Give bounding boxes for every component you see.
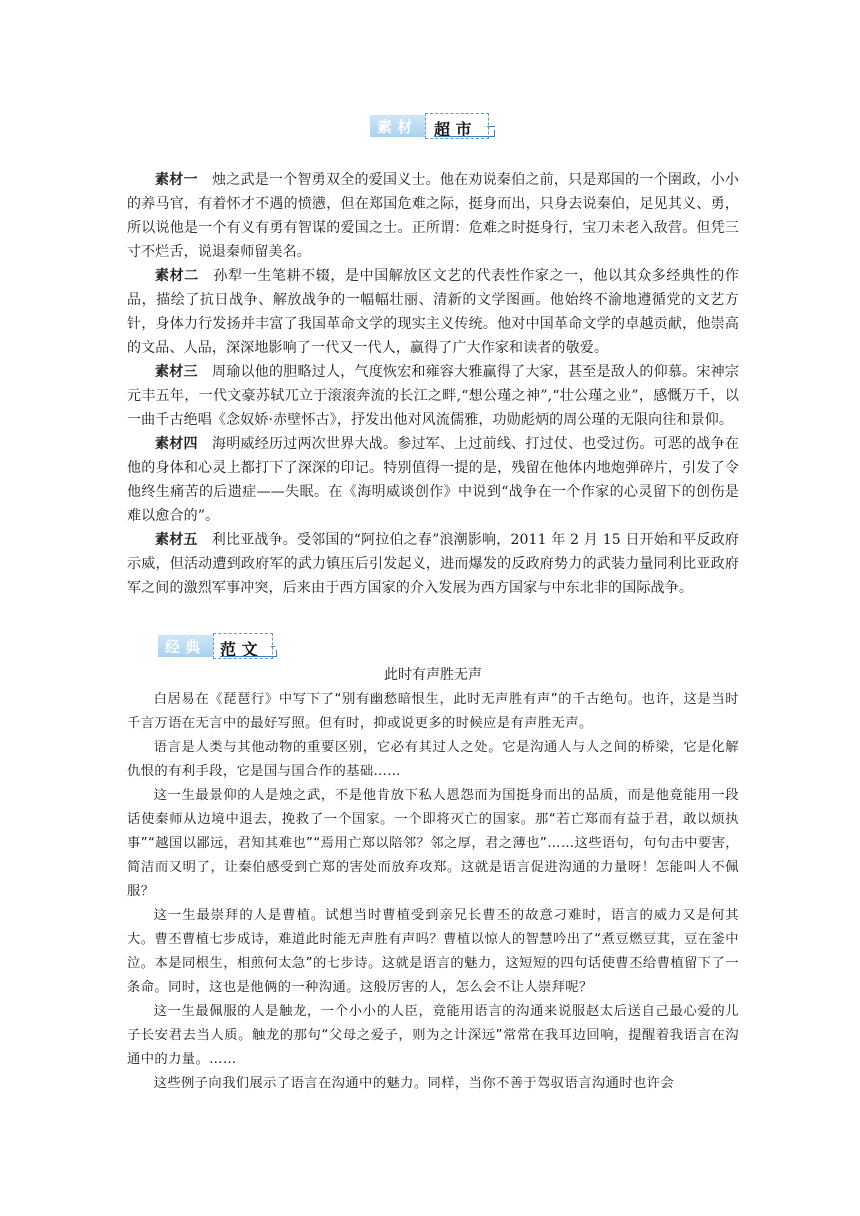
materials-section <box>127 168 739 600</box>
essay-body <box>127 688 739 1096</box>
essay-paragraph: 这一生最景仰的人是烛之武，不是他肯放下私人恩怨而为国挺身而出的品质，而是他竟能用一段话使秦师从边境中退去，挽救了一个国家。一个即将灭亡的国家。那“若亡郑而有益于君，敢以烦执事”“越国以鄙远，君知其难也”“焉用亡郑以陪邻？邻之厚，君之薄也”……这些语句，句句击中要害，简洁而又明了，让秦伯感受到亡郑的害处而放弃攻郑。这就是语言促进沟通的力量呀！怎能叫人不佩服？ <box>127 788 739 899</box>
material-text: 利比亚战争。受邻国的“阿拉伯之春”浪潮影响，2011 年 2 月 15 日开始和平反政府示威，但活动遭到政府军的武力镇压后引发起义，进而爆发的反政府势力的武装力量同利比亚政府军之间的激烈军事冲突，后来由于西方国家的介入发展为西方国家与中东北非的国际战争。 <box>127 532 739 596</box>
banner-hook <box>434 130 495 137</box>
banner-rule <box>487 126 495 127</box>
essay-paragraph: 语言是人类与其他动物的重要区别，它必有其过人之处。它是沟通人与人之间的桥梁，它是化解仇恨的有利手段，它是国与国合作的基础…… <box>127 740 739 779</box>
essay-paragraph: 这一生最佩服的人是触龙，一个小小的人臣，竟能用语言的沟通来说服赵太后送自己最心爱的儿子长安君去当人质。触龙的那句“父母之爱子，则为之计深远”常常在我耳边回响，提醒着我语言在沟通中的力量。…… <box>127 1004 739 1067</box>
material-text: 周瑜以他的胆略过人，气度恢宏和雍容大雅赢得了大家，甚至是敌人的仰慕。宋神宗元丰五年，一代文豪苏轼兀立于滚滚奔流的长江之畔,“想公瑾之神”,“壮公瑾之业”，感慨万千，以一曲千古绝唱《念奴娇·赤壁怀古》，抒发出他对风流儒雅，功勋彪炳的周公瑾的无限向往和景仰。 <box>127 364 739 428</box>
material-paragraph <box>127 432 739 528</box>
material-text: 烛之武是一个智勇双全的爱国义士。他在劝说秦伯之前，只是郑国的一个圉政，小小的养马官，有着怀才不遇的愤懑，但在郑国危难之际，挺身而出，只身去说秦伯，足见其义、勇，所以说他是一个有义有勇有智谋的爱国之士。正所谓：危难之时挺身行，宝刀未老入敌营。但凭三寸不烂舌，说退秦师留美名。 <box>127 172 739 260</box>
material-paragraph <box>127 264 739 360</box>
material-label: 素材四 <box>155 436 198 452</box>
material-label: 素材五 <box>155 532 198 548</box>
section-banner-essay <box>158 630 408 660</box>
material-paragraph <box>127 168 739 264</box>
material-text: 海明威经历过两次世界大战。参过军、上过前线、打过仗、也受过伤。可恶的战争在他的身体和心灵上都打下了深深的印记。特别值得一提的是，残留在他体内地炮弹碎片，引发了令他终生痛苦的后遗症——失眠。在《海明威谈创作》中说到“战争在一个作家的心灵留下的创伤是难以愈合的”。 <box>127 436 739 524</box>
material-label: 素材二 <box>155 268 199 284</box>
banner-pale-block <box>370 115 428 137</box>
banner-bold-text: 超 市 <box>434 120 472 139</box>
banner-hook <box>220 650 277 657</box>
essay-title: 此时有声胜无声 <box>384 666 482 682</box>
banner-pale-block <box>158 635 218 657</box>
material-paragraph <box>127 360 739 432</box>
essay-paragraph: 这些例子向我们展示了语言在沟通中的魅力。同样，当你不善于驾驭语言沟通时也许会 <box>153 1076 675 1091</box>
material-text: 孙犁一生笔耕不辍，是中国解放区文艺的代表性作家之一，他以其众多经典性的作品，描绘了抗日战争、解放战争的一幅幅壮丽、清新的文学图画。他始终不渝地遵循党的文艺方针，身体力行发扬并丰富了我国革命文学的现实主义传统。他对中国革命文学的卓越贡献，他崇高的文品、人品，深深地影响了一代又一代人，赢得了广大作家和读者的敬爱。 <box>127 268 740 356</box>
material-paragraph <box>127 528 739 600</box>
material-label: 素材一 <box>155 172 198 188</box>
banner-pale-text: 素 材 <box>377 118 413 136</box>
essay-paragraph: 这一生最崇拜的人是曹植。试想当时曹植受到亲兄长曹丕的故意刁难时，语言的威力又是何其大。曹丕曹植七步成诗，难道此时能无声胜有声吗？曹植以惊人的智慧吟出了“煮豆燃豆萁，豆在釜中泣。本是同根生，相煎何太急”的七步诗。这就是语言的魅力，这短短的四句话使曹丕给曹植留下了一条命。同时，这也是他俩的一种沟通。这般厉害的人，怎么会不让人崇拜呢？ <box>127 908 739 995</box>
essay-paragraph: 白居易在《琵琶行》中写下了“别有幽愁暗恨生，此时无声胜有声”的千古绝句。也许，这是当时千言万语在无言中的最好写照。但有时，抑或说更多的时候应是有声胜无声。 <box>127 692 739 731</box>
section-banner-materials <box>370 110 620 140</box>
banner-pale-text: 经 典 <box>165 638 201 656</box>
material-label: 素材三 <box>155 364 198 380</box>
banner-bold-text: 范 文 <box>220 640 258 659</box>
banner-rule <box>271 646 275 647</box>
